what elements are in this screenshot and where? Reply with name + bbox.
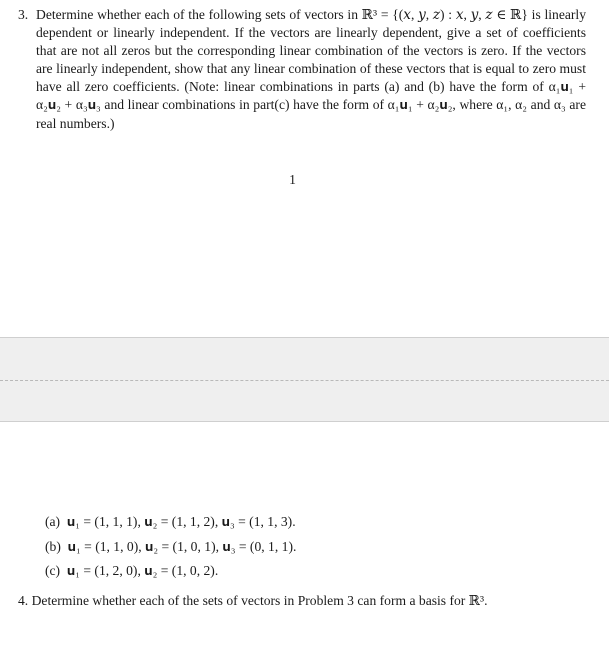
part-text: 𝐮₁ = (1, 1, 1), 𝐮₂ = (1, 1, 2), 𝐮₃ = (1, 1, 3).	[66, 514, 296, 529]
part-c	[45, 562, 296, 587]
problem-number: 4.	[18, 593, 29, 608]
problem-number: 3.	[18, 7, 29, 22]
part-a	[45, 513, 296, 538]
problem-3-parts	[45, 513, 296, 587]
problem-4	[18, 593, 488, 609]
problem-text: Determine whether each of the sets of vectors in Problem 3 can form a basis for ℝ³.	[31, 593, 488, 608]
page-break-rule	[0, 380, 609, 381]
page-number: 1	[289, 172, 296, 187]
part-label: (c)	[45, 563, 61, 578]
part-label: (b)	[45, 538, 61, 554]
part-label: (a)	[45, 514, 61, 529]
problem-text: Determine whether each of the following sets of vectors in ℝ³ = {(𝑥, 𝑦, 𝑧) : 𝑥, 𝑦, 𝑧 ∈ ℝ} is linearly dependent or linearly independent. If the vectors are linearly dependent, give a set of coefficients that are not all zeros but the corresponding linear combination of the vectors is zero. If the vectors are linearly independent, show that any linear combination of these vectors that is equal to zero must have all zero coefficients. (Note: linear combinations in parts (a) and (b) have the form of α₁𝐮₁ + α₂𝐮₂ + α₃𝐮₃ and linear combinations in part(c) have the form of α₁𝐮₁ + α₂𝐮₂, where α₁, α₂ and α₃ are real numbers.)	[36, 7, 586, 131]
problem-3	[18, 6, 586, 133]
page-break	[0, 337, 609, 422]
part-text: 𝐮₁ = (1, 1, 0), 𝐮₂ = (1, 0, 1), 𝐮₃ = (0, 1, 1).	[67, 538, 297, 554]
part-text: 𝐮₁ = (1, 2, 0), 𝐮₂ = (1, 0, 2).	[66, 563, 219, 578]
part-b	[45, 538, 296, 563]
